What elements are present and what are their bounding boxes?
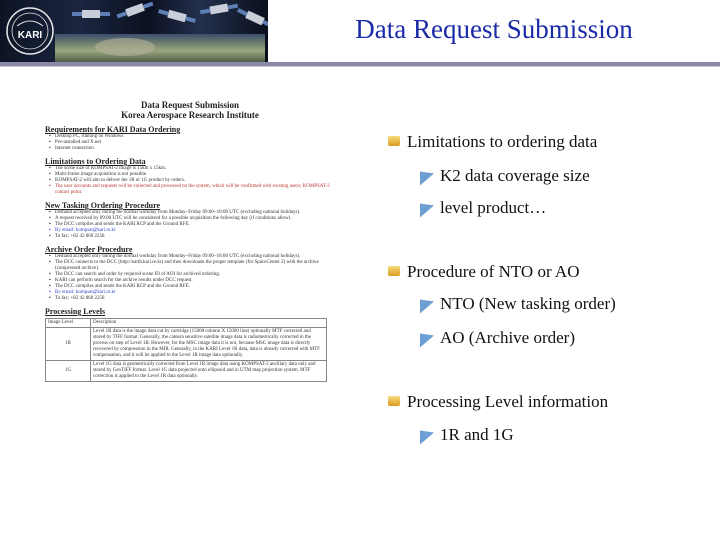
header-divider-thin	[0, 66, 720, 67]
table-header-row	[46, 319, 327, 328]
doc-list-item: ▪ To fax: +82 42 860 2258	[55, 296, 335, 302]
doc-email-link[interactable]: ▪ By email: kompsat@kari.re.kr	[55, 290, 335, 296]
table-header-cell: Image Level	[46, 319, 91, 328]
doc-section-heading: Archive Order Procedure	[45, 245, 133, 254]
table-cell-desc: Level 1G data is geometrically corrected from Level 1R image data using KOMPSAT-2 ancillary data only and stored by GeoTIFF format. Level 1G data projected onto ellipsoid and in UTM map projection system. MTF correction is applied to the Level 1R data optionally.	[91, 361, 327, 382]
doc-list-item: ▪ Desktop PC, running on Windows	[55, 134, 335, 140]
doc-list-item: ▪ Multi-frame image acquisition is not possible.	[55, 172, 335, 178]
doc-list-item: ▪ The DCC connects to the DCC (http://earth.kari.re.kr) and then downloads the proper template (for SpaceCenter 2) with the archive (compressed archive).	[55, 260, 335, 272]
sub-bullet-text: AO (Archive order)	[440, 328, 575, 347]
satellite-icon	[82, 10, 100, 18]
doc-list-item: ▪ The scene size of KOMPSAT-2 image is 15km x 15km.	[55, 166, 335, 172]
bullet-icon	[388, 266, 400, 276]
doc-title: Data Request Submission	[140, 100, 240, 110]
table-header-cell: Description	[91, 319, 327, 328]
doc-list-item: ▪ Pre-installed and X.net	[55, 140, 335, 146]
logo-text: KARI	[17, 30, 43, 41]
doc-list-item: ▪ To fax: +82 42 860 2258	[55, 234, 335, 240]
doc-list-item: ▪ Demand accepted only during the normal workday from Monday~Friday 09:00~18:00 UTC (excluding national holidays).	[55, 210, 335, 216]
table-cell-desc: Level 1R data is the image data cut by cartridge (15000 column X 15000 line) optionally MTF corrected and stored by TIFF format. Generally, the camera sensitive satellite image data is radiometrically corrected in the process on step of Level 1R. However, for the MSC image data it is not, because MSC image data is directly recovered by compression in the MIR. Generally, in the KARI Level 1R data, data is already corrected with MTF compensation, and it will be applied to the Level 1R image data optionally.	[91, 328, 327, 361]
bullet-text: Limitations to ordering data	[407, 132, 598, 151]
doc-list-item: ▪ The DCC compiles and sends the KARI RCP and the Ground RFE.	[55, 222, 335, 228]
arrow-bullet-icon	[420, 166, 434, 185]
arrow-bullet-icon	[420, 425, 434, 444]
embedded-document-image	[45, 100, 335, 520]
doc-subtitle: Korea Aerospace Research Institute	[121, 110, 259, 120]
arrow-bullet-icon	[420, 294, 434, 313]
doc-list-item: ▪ KARI can perform search for the archive results under DCC request.	[55, 278, 335, 284]
table-row	[46, 361, 327, 382]
doc-list-item: ▪ A request received by 09:00 UTC will be considered for a possible acquisition the following day (if conditions allow).	[55, 216, 335, 222]
sub-bullet-text: NTO (New tasking order)	[440, 294, 616, 313]
doc-section-heading: New Tasking Ordering Procedure	[45, 201, 161, 210]
satellite-icon	[209, 3, 228, 14]
bullet-icon	[388, 396, 400, 406]
bullet-icon	[388, 136, 400, 146]
table-cell-level: 1G	[46, 361, 91, 382]
satellite-icon	[167, 10, 186, 22]
doc-list-item: ▪ Internet connection	[55, 146, 335, 152]
doc-list-item: ▪ Demand accepted only during the normal workday from Monday~Friday 09:00~18:00 UTC (excluding national holidays).	[55, 254, 335, 260]
sub-bullet-text: K2 data coverage size	[440, 166, 590, 185]
bullet-text: Procedure of NTO or AO	[407, 262, 580, 281]
slide-title: Data Request Submission	[355, 14, 633, 44]
doc-section-heading: Requirements for KARI Data Ordering	[45, 125, 181, 134]
arrow-bullet-icon	[420, 328, 434, 347]
doc-email-link[interactable]: ▪ By email: kompsat@kari.re.kr	[55, 228, 335, 234]
doc-section-heading: Limitations to Ordering Data	[45, 157, 146, 166]
header	[0, 0, 720, 62]
doc-list-item: ▪ The DCC compiles and sends the KARI RCP and the Ground RFE.	[55, 284, 335, 290]
sub-bullet-text: level product…	[440, 198, 547, 217]
processing-levels-table	[45, 318, 327, 382]
doc-list-item: ▪ The DCC can search and order by required scene ID of AOI for archived ordering.	[55, 272, 335, 278]
doc-list-item: ▪ KOMPSAT-2 will aim to deliver the 1R or 1G product by orders.	[55, 178, 335, 184]
satellite-icon	[245, 11, 265, 26]
arrow-bullet-icon	[420, 198, 434, 217]
header-banner-image	[0, 0, 268, 62]
sub-bullet-text: 1R and 1G	[440, 425, 514, 444]
earth-surface-image	[55, 34, 265, 62]
table-row	[46, 328, 327, 361]
kari-logo-icon	[5, 6, 55, 56]
satellite-icon	[125, 3, 145, 17]
doc-list-item: ▪ The user accounts and requests will be collected and processed on the system, which will be confirmed with existing users; KOMPSAT-2 contact point.	[55, 184, 335, 196]
doc-section-heading: Processing Levels	[45, 307, 106, 316]
bullet-text: Processing Level information	[407, 392, 609, 411]
table-cell-level: 1R	[46, 328, 91, 361]
